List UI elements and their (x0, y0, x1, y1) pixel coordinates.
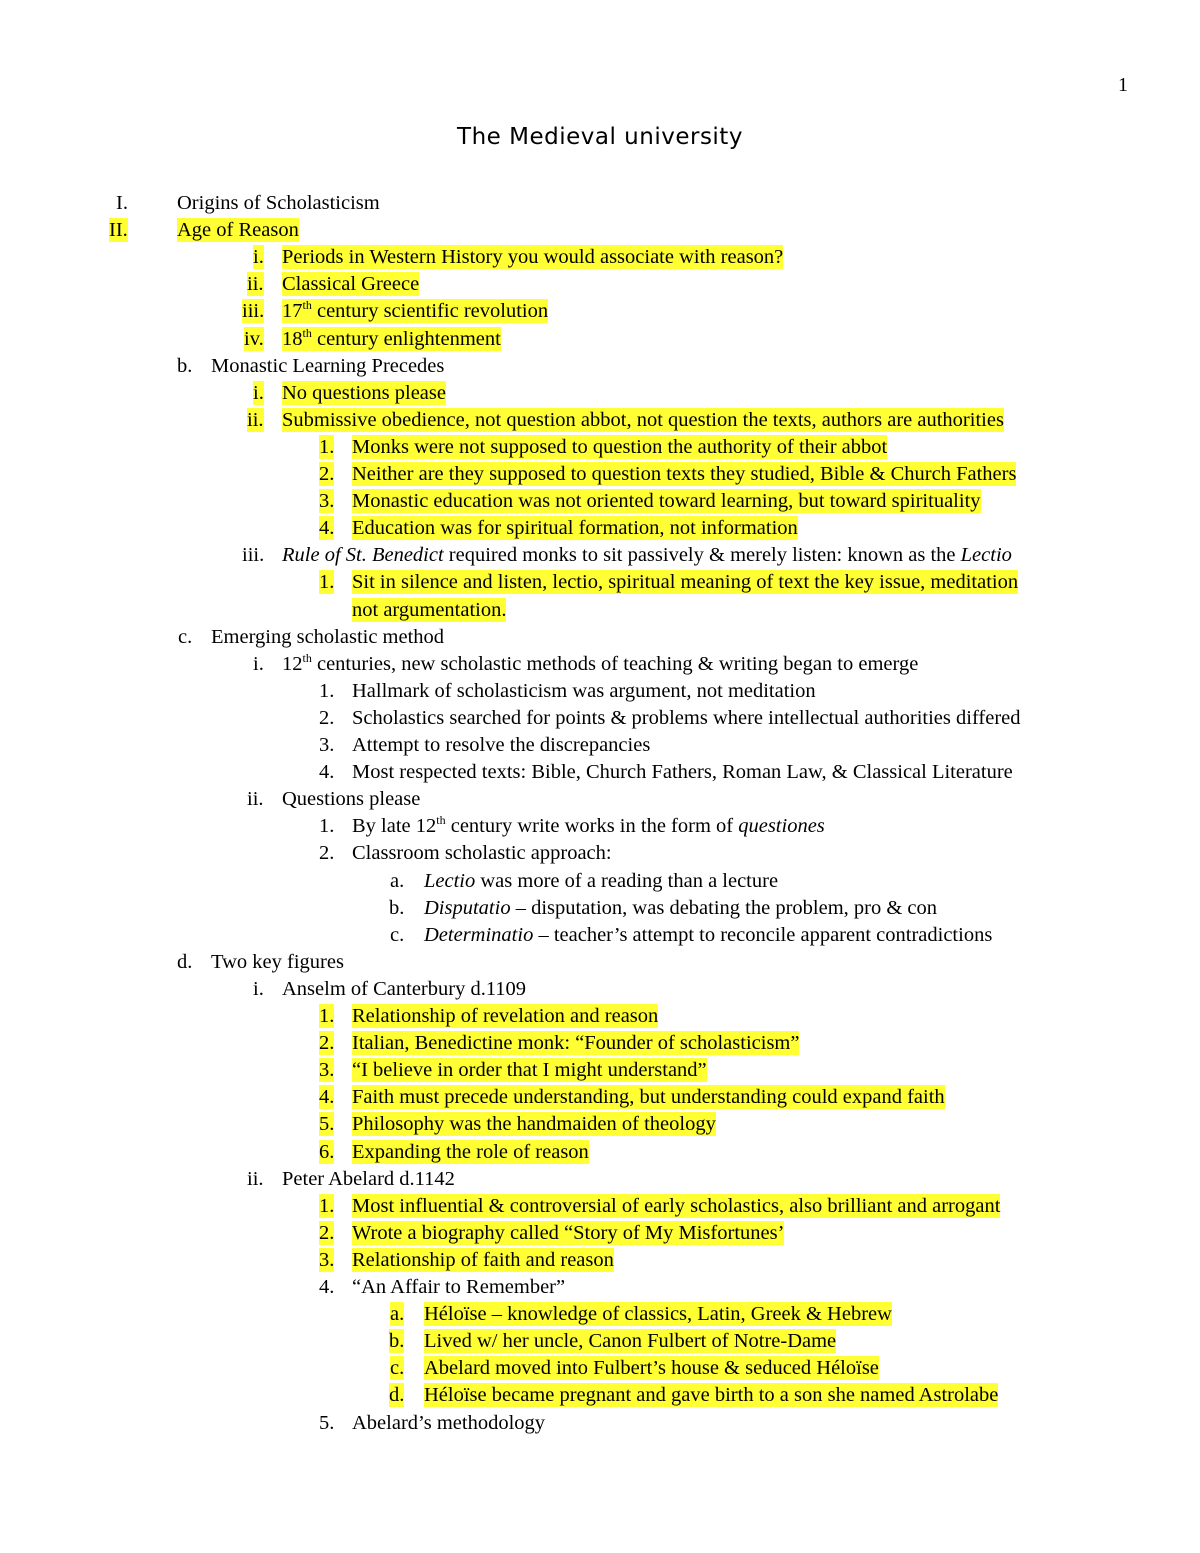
outline-text: 17th century scientific revolution (282, 298, 549, 323)
outline-text: Submissive obedience, not question abbot, not question the texts, authors are authorities (282, 408, 1004, 431)
outline-text: Wrote a biography called “Story of My Misfortunes’ (352, 1221, 785, 1244)
outline-marker: iv. (244, 327, 264, 350)
outline-marker: i. (253, 381, 264, 404)
outline-text: not argumentation. (352, 598, 507, 621)
outline-text: Philosophy was the handmaiden of theology (352, 1113, 716, 1136)
outline-marker: ii. (247, 1167, 264, 1190)
outline-marker: 2. (319, 842, 335, 865)
outline-text: Monastic Learning Precedes (211, 354, 445, 377)
outline-text: Lectio was more of a reading than a lecture (424, 869, 779, 892)
outline-text: Questions please (282, 788, 421, 811)
outline-marker: d. (177, 950, 193, 973)
outline-marker: b. (177, 354, 193, 377)
outline-marker: 6. (319, 1140, 335, 1163)
outline-text: Emerging scholastic method (211, 625, 445, 648)
outline-text: Relationship of faith and reason (352, 1248, 614, 1271)
outline-marker: ii. (247, 788, 264, 811)
outline-marker: 4. (319, 1276, 335, 1298)
outline-text: Most influential & controversial of early scholastics, also brilliant and arrogant (352, 1194, 1001, 1217)
outline-text: Anselm of Canterbury d.1109 (282, 977, 527, 1000)
outline-marker: 5. (319, 1113, 335, 1136)
outline-marker: 4. (319, 761, 335, 784)
outline-marker: b. (389, 896, 405, 919)
outline-marker: 1. (319, 815, 335, 838)
outline-text: “An Affair to Remember” (352, 1276, 566, 1298)
outline-text: Abelard moved into Fulbert’s house & seduced Héloïse (424, 1357, 879, 1380)
outline-marker: ii. (247, 408, 264, 431)
outline-marker: 2. (319, 463, 335, 485)
outline-text: Neither are they supposed to question texts they studied, Bible & Church Fathers (352, 463, 1017, 485)
outline-text: No questions please (282, 381, 446, 404)
page-number: 1 (1118, 74, 1128, 96)
outline-text: Disputatio – disputation, was debating the problem, pro & con (424, 896, 938, 919)
outline-marker: 2. (319, 1032, 335, 1055)
outline-marker: ii. (247, 273, 264, 296)
outline-marker: 1. (319, 435, 335, 458)
outline-text: Age of Reason (177, 219, 299, 242)
outline-marker: 2. (319, 706, 335, 729)
outline-marker: i. (253, 652, 264, 675)
outline-text: Faith must precede understanding, but understanding could expand faith (352, 1086, 945, 1109)
outline-text: By late 12th century write works in the form of questiones (352, 813, 825, 838)
outline-marker: d. (389, 1384, 405, 1407)
outline-text: 12th centuries, new scholastic methods of teaching & writing began to emerge (282, 650, 919, 675)
outline-text: Héloïse – knowledge of classics, Latin, Greek & Hebrew (424, 1303, 892, 1326)
outline-text: Classroom scholastic approach: (352, 842, 612, 865)
outline-marker: 1. (319, 679, 335, 702)
outline-marker: II. (109, 219, 128, 242)
outline-marker: iii. (242, 300, 265, 323)
outline-marker: 4. (319, 1086, 335, 1109)
outline-text: 18th century enlightenment (282, 325, 501, 350)
outline-text: Education was for spiritual formation, not information (352, 517, 798, 540)
outline-text: Determinatio – teacher’s attempt to reconcile apparent contradictions (424, 923, 993, 946)
outline-text: “I believe in order that I might understand” (352, 1059, 707, 1082)
outline-marker: iii. (242, 544, 265, 567)
outline-marker: a. (390, 869, 405, 892)
outline-text: Classical Greece (282, 273, 420, 296)
outline-marker: b. (389, 1330, 405, 1353)
outline-marker: c. (390, 1357, 405, 1380)
outline-marker: 3. (319, 734, 335, 756)
outline-text: Peter Abelard d.1142 (282, 1167, 455, 1190)
outline-marker: 1. (319, 571, 335, 594)
outline-text: Abelard’s methodology (352, 1411, 546, 1434)
outline-text: Expanding the role of reason (352, 1140, 589, 1163)
outline-marker: i. (253, 246, 264, 269)
outline-marker: 4. (319, 517, 335, 540)
outline-marker: 1. (319, 1005, 335, 1027)
outline-marker: i. (253, 977, 264, 1000)
outline-text: Two key figures (211, 950, 344, 973)
outline-text: Monks were not supposed to question the authority of their abbot (352, 435, 888, 458)
outline-marker: 3. (319, 1248, 335, 1271)
outline-marker: 5. (319, 1411, 335, 1434)
outline-text: Periods in Western History you would associate with reason? (282, 246, 784, 269)
outline-text: Scholastics searched for points & problems where intellectual authorities differed (352, 706, 1021, 729)
document-title: The Medieval university (457, 124, 743, 150)
outline-text: Rule of St. Benedict required monks to sit passively & merely listen: known as the Lectio (282, 544, 1012, 567)
outline-text: Monastic education was not oriented toward learning, but toward spirituality (352, 490, 981, 513)
outline-marker: 1. (319, 1194, 335, 1217)
outline-text: Hallmark of scholasticism was argument, not meditation (352, 679, 816, 702)
outline-marker: 3. (319, 490, 335, 513)
outline-marker: c. (178, 625, 193, 648)
outline-marker: I. (116, 192, 128, 214)
outline-text: Lived w/ her uncle, Canon Fulbert of Notre-Dame (424, 1330, 837, 1353)
outline-marker: 3. (319, 1059, 335, 1082)
outline-text: Italian, Benedictine monk: “Founder of scholasticism” (352, 1032, 800, 1055)
outline-text: Attempt to resolve the discrepancies (352, 734, 651, 756)
outline-text: Origins of Scholasticism (177, 192, 380, 214)
outline-text: Héloïse became pregnant and gave birth to a son she named Astrolabe (424, 1384, 999, 1407)
outline-marker: a. (390, 1303, 405, 1326)
outline-text: Sit in silence and listen, lectio, spiritual meaning of text the key issue, meditation (352, 571, 1019, 594)
outline-text: Relationship of revelation and reason (352, 1005, 659, 1027)
outline-marker: c. (390, 923, 405, 946)
outline-marker: 2. (319, 1221, 335, 1244)
outline-text: Most respected texts: Bible, Church Fathers, Roman Law, & Classical Literature (352, 761, 1013, 784)
